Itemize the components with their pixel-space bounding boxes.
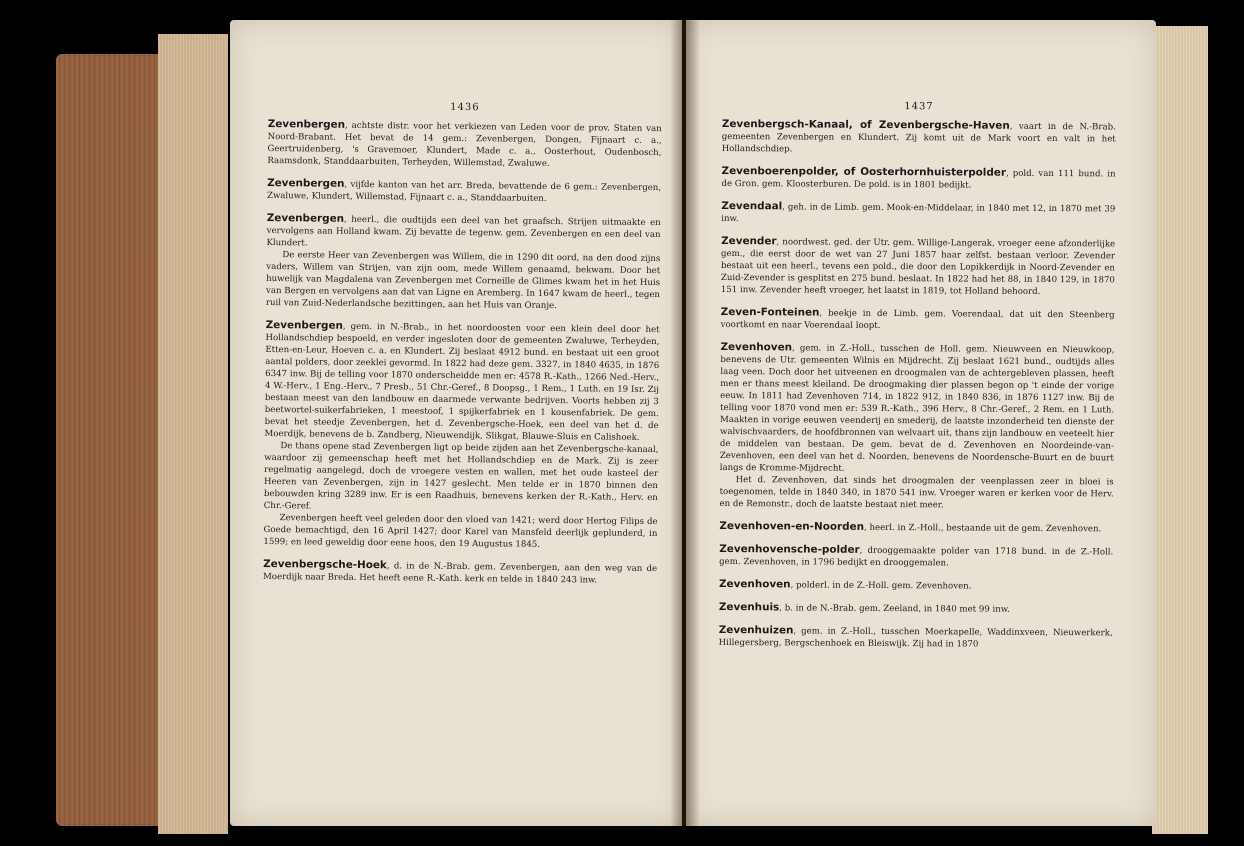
entry-paragraph: [264, 319, 659, 444]
right-page: [686, 20, 1156, 826]
entry-text: De thans opene stad Zevenbergen ligt op beide zijden aan het Zevenbergsche-kanaal, waardoor zij gemeenschap heeft met het Hollandschdiep en de Mark. Zij is zeer regelmatig aangelegd, doch de vroegere vesten en wallen, met het oude kasteel der Heeren van Zevenbergen, zijn in 1427 geslecht. Men telde er in 1870 binnen den bebouwden kring 3289 inw. Er is een Raadhuis, benevens kerken der R.-Kath., Herv. en Chr.-Geref.: [263, 441, 659, 512]
entry-paragraph: [267, 177, 661, 206]
entry-headword: Zevenboerenpolder, of Oosterhornhuisterpolder: [721, 164, 1007, 179]
dictionary-entry: [719, 624, 1113, 651]
entry-list: [719, 118, 1116, 651]
entry-headword: Zevenbergen: [266, 211, 345, 225]
entry-text: , heerl. in Z.-Holl., bestaande uit de gem. Zevenhoven.: [863, 522, 1102, 535]
entry-text: , pold. van 111 bund. in de Gron. gem. Kloosterburen. De pold. is in 1801 bedijkt.: [721, 168, 1116, 191]
entry-paragraph: [721, 165, 1115, 192]
entry-text: Zevenbergen heeft veel geleden door den vloed van 1421; werd door Hertog Filips de Goede bemachtigd, den 16 April 1427; door Karel van Mansfeld deerlijk geplunderd, in 1599; en leed geweldig door eene hoos, den 19 Augustus 1845.: [263, 513, 658, 550]
entry-paragraph: [719, 543, 1113, 570]
entry-headword: Zevenhuis: [718, 600, 780, 614]
dictionary-entry: [719, 578, 1113, 593]
dictionary-entry: [267, 118, 661, 171]
entry-list: [263, 118, 662, 587]
entry-headword: Zevenbergsche-Hoek: [263, 557, 387, 572]
entry-paragraph: [264, 440, 659, 516]
entry-paragraph: [721, 200, 1115, 227]
left-text-column: [263, 100, 662, 597]
entry-headword: Zevenbergen: [267, 176, 345, 190]
dictionary-entry: [722, 118, 1116, 157]
entry-paragraph: [267, 118, 661, 171]
entry-headword: Zevenhoven-en-Noorden: [719, 519, 865, 533]
entry-text: , achtste distr. voor het verkiezen van Leden voor de prov. Staten van Noord-Brabant. Het bevat de 14 gem.: Zevenbergen, Dongen, Fijnaart c. a., Geertruidenberg, 's Gravemoer, Klundert, Made c. a., Oosterhout, Oudenbosch, Raamsdonk, Standdaarbuiten, Terheyden, Willemstad, Zwaluwe.: [267, 120, 662, 169]
dictionary-entry: [267, 177, 661, 206]
entry-paragraph: [720, 341, 1115, 476]
dictionary-entry: [263, 319, 659, 552]
dictionary-entry: [719, 543, 1113, 570]
entry-paragraph: [721, 306, 1115, 333]
page-number: 1436: [450, 101, 480, 114]
dictionary-entry: [719, 520, 1113, 535]
entry-headword: Zevenhoven: [719, 577, 791, 591]
entry-text: , vaart in de N.-Brab. gemeenten Zevenbergen en Klundert. Zij komt uit de Mark voort en valt in het Hollandschdiep.: [721, 121, 1116, 155]
dictionary-entry: [721, 235, 1115, 298]
entry-headword: Zevenbergen: [267, 117, 346, 131]
right-text-column: [719, 100, 1116, 661]
page-number: 1437: [904, 101, 934, 113]
entry-text: De eerste Heer van Zevenbergen was Willem, die in 1290 dit oord, na den dood zijns vaders, Willem van Strijen, van zijn oom, mede Willem genaamd, bekwam. Door het huwelijk van Magdalena van Zevenbergen met Corneille de Glimes kwam het in het Huis van Bergen en vervolgens aan dat van Ligne en Aremberg. In 1647 kwam de heerl., tegen ruil van Zuid-Nederlandsche bezittingen, aan het Huis van Oranje.: [265, 250, 661, 312]
dictionary-entry: [266, 212, 661, 313]
dictionary-entry: [719, 341, 1114, 512]
open-book: [40, 14, 1206, 834]
entry-text: , gem. in N.-Brab., in het noordoosten voor een klein deel door het Hollandschdiep bespoeld, en verder ingesloten door de gemeenten Zwaluwe, Terheyden, Etten-en-Leur, Hoeven c. a. en Klundert. Zij beslaat 4912 bund. en bestaat uit een groot aantal polders, door zeeklei gevormd. In 1822 had deze gem. 3327, in 1840 4635, in 1876 6347 inw. Bij de telling voor 1870 onderscheidde men er: 4578 R.-Kath., 1266 Ned.-Herv., 4 W.-Herv., 1 Eng.-Herv., 7 Presb., 51 Chr.-Geref., 8 Doopsg., 1 Rem., 1 Luth. en 19 Isr. Zij bestaan meest van den landbouw en daarmede verwante bedrijven. Voorts hebben zij 3 beetwortel-suikerfabrieken, 1 meestoof, 1 spijkerfabriek en 1 kousenfabriek. De gem. bevat het steedje Zevenbergen, het d. Zevenbergsche-Hoek, een deel van het d. de Moerdijk, benevens de b. Zandberg, Nieuwendijk, Slikgat, Blauwe-Sluis en Calishoek.: [264, 321, 660, 443]
entry-headword: Zevenbergsch-Kanaal, of Zevenbergsche-Haven: [721, 117, 1010, 132]
book-gutter: [670, 20, 700, 826]
entry-text: , d. in de N.-Brab. gem. Zevenbergen, aan den weg van de Moerdijk naar Breda. Het heeft eene R.-Kath. kerk en telde in 1840 243 inw.: [262, 561, 658, 586]
entry-text: , noordwest. ged. der Utr. gem. Willige-Langerak, vroeger eene afzonderlijke gem., die eerst door de wet van 27 Juni 1857 haar zelfst. bestaan verloor. Zevender bestaat uit een heerl., tevens een pold., die door den Lopikkerdijk in Noord-Zevender en Zuid-Zevender is gesplitst en 275 bund. beslaat. In 1822 had het 88, in 1840 129, in 1870 151 inw. Zevender heeft vroeger, het laatst in 1819, tot Holland behoord.: [720, 237, 1116, 297]
entry-paragraph: [266, 212, 660, 253]
entry-text: , gem. in Z.-Holl., tusschen de Holl. gem. Nieuwveen en Nieuwkoop, benevens de Utr. gemeenten Wilnis en Mijdrecht. Zij beslaat 1621 bund., oudtijds alles laag veen. Doch door het uitveenen en droogmalen van de achtergebleven plassen, heeft men er thans meest kleiland. De droogmaking dier plassen begon op 't einde der vorige eeuw. In 1811 had Zevenhoven 714, in 1822 912, in 1840 836, in 1876 1127 inw. Bij de telling voor 1870 vond men er: 539 R.-Kath., 396 Herv., 8 Chr.-Geref., 2 Rem. en 1 Luth. Maakten in vorige eeuwen veenderij en smederij, de laatste inzonderheid ten dienste der walvischvaarders, de hoofdbronnen van welvaart uit, thans zijn landbouw en veeteelt hier de middelen van bestaan. De gem. bevat de d. Zevenhoven en Noordeinde-van-Zevenhoven, een deel van het d. Noorden, benevens de Noordensche-Buurt en de buurt langs de Kromme-Mijdrecht.: [719, 343, 1115, 474]
entry-headword: Zevenbergen: [265, 318, 343, 332]
entry-text: , beekje in de Limb. gem. Voerendaal, dat uit den Steenberg voortkomt en naar Voerendaal loopt.: [720, 308, 1115, 331]
entry-paragraph: [263, 512, 657, 552]
entry-paragraph: [719, 601, 1113, 616]
entry-text: , polderl. in de Z.-Holl. gem. Zevenhoven.: [790, 580, 972, 592]
dictionary-entry: [719, 601, 1113, 616]
entry-text: Het d. Zevenhoven, dat sinds het droogmalen der veenplassen zeer in bloei is toegenomen, telde in 1840 340, in 1870 541 inw. Vroeger waren er kerken voor de Herv. en de Remonstr., doch de laatste bestaat niet meer.: [719, 475, 1114, 511]
entry-headword: Zevendaal: [721, 199, 783, 213]
entry-headword: Zeven-Fonteinen: [720, 305, 820, 319]
entry-text: , heerl., die oudtijds een deel van het graafsch. Strijen uitmaakte en vervolgens aan Holland kwam. Zij bevatte de tegenw. gem. Zevenbergen en een deel van Klundert.: [266, 214, 661, 249]
dictionary-entry: [721, 165, 1115, 192]
entry-paragraph: [719, 624, 1113, 651]
entry-headword: Zevenhovensche-polder: [719, 542, 860, 556]
entry-paragraph: [722, 118, 1116, 157]
entry-paragraph: [263, 558, 657, 587]
page-block-right: [1152, 26, 1208, 834]
entry-headword: Zevender: [721, 234, 777, 248]
entry-text: , drooggemaakte polder van 1718 bund. in de Z.-Holl. gem. Zevenhoven, in 1796 bedijkt en drooggemalen.: [719, 545, 1114, 569]
entry-paragraph: [719, 578, 1113, 593]
entry-paragraph: [719, 520, 1113, 535]
entry-text: , geh. in de Limb. gem. Mook-en-Middelaar, in 1840 met 12, in 1870 met 39 inw.: [721, 202, 1116, 225]
entry-text: , gem. in Z.-Holl., tusschen Moerkapelle, Waddinxveen, Nieuwerkerk, Hillegersberg, Bergschenhoek en Bleiswijk. Zij had in 1870: [718, 626, 1113, 650]
entry-paragraph: [719, 474, 1113, 512]
left-page: [230, 20, 682, 826]
entry-paragraph: [266, 249, 661, 313]
dictionary-entry: [721, 200, 1115, 227]
entry-paragraph: [721, 235, 1115, 298]
entry-text: , vijfde kanton van het arr. Breda, bevattende de 6 gem.: Zevenbergen, Zwaluwe, Klundert, Willemstad, Fijnaart c. a., Standdaarbuiten.: [266, 179, 662, 204]
entry-headword: Zevenhuizen: [718, 623, 794, 637]
dictionary-entry: [263, 558, 657, 587]
entry-text: , b. in de N.-Brab. gem. Zeeland, in 1840 met 99 inw.: [779, 603, 1010, 615]
dictionary-entry: [721, 306, 1115, 333]
page-block-left: [158, 34, 228, 834]
entry-headword: Zevenhoven: [720, 340, 793, 354]
